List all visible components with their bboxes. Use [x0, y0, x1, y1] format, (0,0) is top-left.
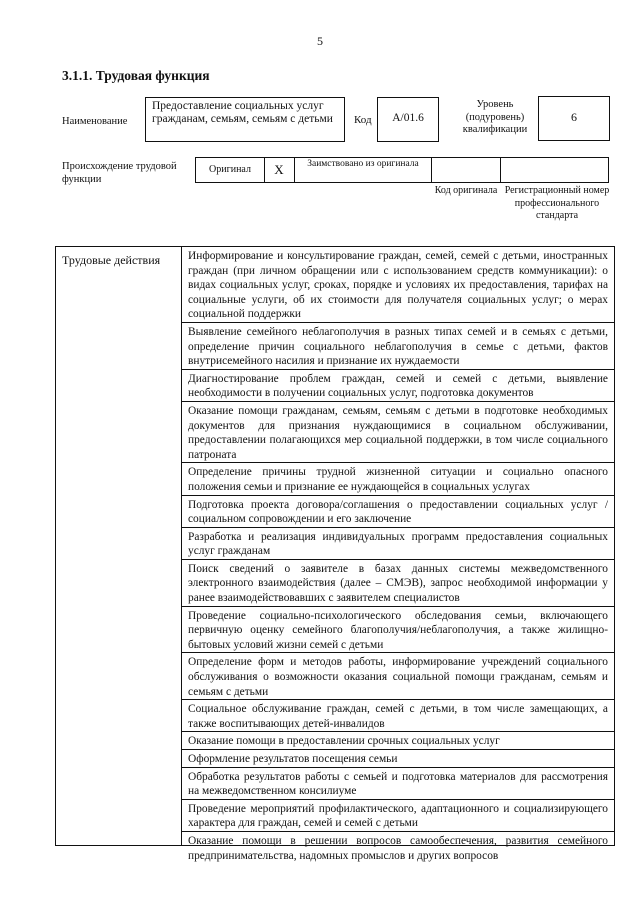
code-value: А/01.6 — [377, 97, 439, 142]
reg-number-cell — [501, 158, 608, 182]
code-original-caption: Код оригинала — [434, 185, 498, 196]
origin-table — [195, 157, 609, 183]
name-label: Наименование — [62, 116, 128, 127]
labor-actions-label: Трудовые действия — [62, 253, 161, 267]
code-label: Код — [354, 114, 372, 126]
original-label: Оригинал — [196, 158, 265, 182]
labor-action-item: Определение причины трудной жизненной ситуации и социально опасного положения семьи и признание ее нуждающейся в социальных услугах — [182, 463, 614, 495]
labor-action-item: Проведение социально-психологического обследования семьи, включающего первичную оценку семейного благополучия/неблагополучия, а также жилищно-бытовых условий жизни семей с детьми — [182, 607, 614, 654]
labor-actions-list — [182, 247, 614, 863]
labor-action-item: Обработка результатов работы с семьей и подготовка материалов для рассмотрения на межведомственном консилиуме — [182, 768, 614, 800]
section-title: 3.1.1. Трудовая функция — [62, 68, 210, 83]
labor-actions-table — [55, 246, 615, 862]
page-number: 5 — [317, 34, 323, 48]
labor-action-item: Социальное обслуживание граждан, семей с детьми, в том числе замещающих, а также воспитывающих детей-инвалидов — [182, 700, 614, 732]
labor-action-item: Оформление результатов посещения семьи — [182, 750, 614, 768]
labor-action-item: Оказание помощи гражданам, семьям, семьям с детьми в подготовке необходимых документов для признания нуждающимися в социальном обслуживании, предоставлении полагающихся мер социальной поддержки, в том числе социального патроната — [182, 402, 614, 463]
labor-action-item: Определение форм и методов работы, информирование учреждений социального обслуживания о возможности оказания социальной помощи гражданам, семьям и семьям с детьми — [182, 653, 614, 700]
labor-action-item: Подготовка проекта договора/соглашения о предоставлении социальных услуг / социальном сопровождении и его заключение — [182, 496, 614, 528]
labor-action-item: Оказание помощи в решении вопросов самообеспечения, развития семейного предпринимательства, надомных промыслов и других вопросов — [188, 834, 608, 862]
level-value: 6 — [538, 96, 610, 141]
level-label: Уровень (подуровень) квалификации — [462, 99, 528, 135]
original-mark: X — [264, 158, 295, 182]
labor-action-item: Поиск сведений о заявителе в базах данных системы межведомственного электронного взаимодействия (далее – СМЭВ), запрос необходимой информации у ранее взаимодействовавших с заявителем специалистов — [182, 560, 614, 607]
reg-number-caption: Регистрационный номер профессионального стандарта — [504, 185, 610, 221]
borrowed-label: Заимствовано из оригинала — [295, 158, 432, 183]
origin-label: Происхождение трудовой функции — [62, 161, 177, 185]
labor-action-item: Информирование и консультирование граждан, семей, семей с детьми, иностранных граждан (при личном обращении или с использованием средств коммуникации): о видах социальных услуг, сроках, порядке и условиях их предоставления, тарифах на социальные услуги, об их стоимости для получателя социальных услуг; о мерах социальной поддержки — [182, 247, 614, 323]
labor-action-item: Разработка и реализация индивидуальных программ предоставления социальных услуг гражданам — [182, 528, 614, 560]
labor-action-item: Выявление семейного неблагополучия в разных типах семей и в семьях с детьми, определение причин социального неблагополучия в семье с детьми, фактов внутрисемейного насилия и признание их нуждаемости — [182, 323, 614, 370]
code-original-cell — [432, 158, 501, 182]
labor-action-item: Диагностирование проблем граждан, семей и семей с детьми, выявление необходимости в получении социальных услуг, подготовка документов — [182, 370, 614, 402]
labor-action-item: Оказание помощи в предоставлении срочных социальных услуг — [182, 732, 614, 750]
function-name: Предоставление социальных услуг гражданам, семьям, семьям с детьми — [145, 97, 345, 142]
labor-action-item: Проведение мероприятий профилактического, адаптационного и социализирующего характера для граждан, семей и семей с детьми — [182, 800, 614, 832]
